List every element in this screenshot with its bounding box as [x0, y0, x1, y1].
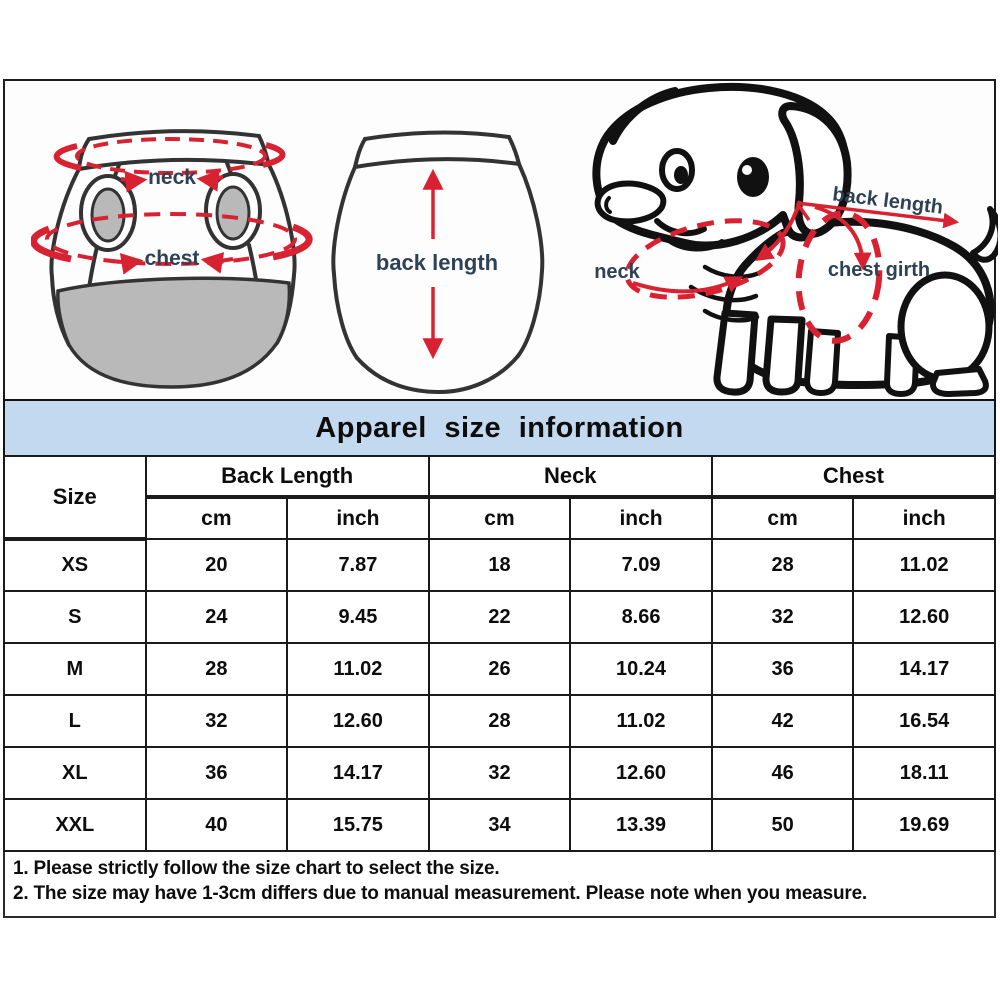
unit-header-back-cm: cm [146, 497, 288, 539]
unit-header-chest-inch: inch [853, 497, 995, 539]
value-cell: 7.09 [570, 539, 712, 591]
garment-front-hem [58, 278, 290, 387]
table-row [4, 747, 995, 799]
table-unit-header-row [4, 497, 995, 539]
value-cell: 26 [429, 643, 571, 695]
value-cell: 11.02 [570, 695, 712, 747]
value-cell: 34 [429, 799, 571, 851]
value-cell: 20 [146, 539, 288, 591]
dog-back-length-label: back length [831, 183, 945, 219]
value-cell: 12.60 [570, 747, 712, 799]
value-cell: 14.17 [853, 643, 995, 695]
table-row [4, 799, 995, 851]
table-row [4, 695, 995, 747]
table-row [4, 643, 995, 695]
size-cell: L [4, 695, 146, 747]
value-cell: 13.39 [570, 799, 712, 851]
value-cell: 16.54 [853, 695, 995, 747]
value-cell: 46 [712, 747, 854, 799]
value-cell: 28 [146, 643, 288, 695]
value-cell: 32 [712, 591, 854, 643]
value-cell: 24 [146, 591, 288, 643]
note-line: 1. Please strictly follow the size chart to select the size. [13, 858, 500, 879]
value-cell: 42 [712, 695, 854, 747]
note-line: 2. The size may have 1-3cm differs due to manual measurement. Please note when you measure. [13, 883, 868, 904]
value-cell: 10.24 [570, 643, 712, 695]
dog-neck-label: neck [594, 261, 640, 283]
value-cell: 9.45 [287, 591, 429, 643]
size-cell: XXL [4, 799, 146, 851]
dog-diagram [557, 81, 998, 399]
value-cell: 11.02 [287, 643, 429, 695]
value-cell: 40 [146, 799, 288, 851]
unit-header-chest-cm: cm [712, 497, 854, 539]
sheet [3, 79, 996, 918]
dog-head [596, 87, 847, 249]
value-cell: 18 [429, 539, 571, 591]
value-cell: 11.02 [853, 539, 995, 591]
column-header-chest: Chest [712, 456, 995, 497]
size-cell: S [4, 591, 146, 643]
table-row [4, 539, 995, 591]
value-cell: 36 [712, 643, 854, 695]
value-cell: 12.60 [287, 695, 429, 747]
value-cell: 28 [429, 695, 571, 747]
title-band [3, 399, 996, 455]
value-cell: 36 [146, 747, 288, 799]
size-cell: M [4, 643, 146, 695]
dog-chest-girth-label: chest girth [827, 259, 931, 281]
unit-header-neck-inch: inch [570, 497, 712, 539]
garment-front-diagram [31, 123, 325, 397]
garment-back-diagram [327, 127, 557, 397]
value-cell: 12.60 [853, 591, 995, 643]
table-group-header-row [4, 456, 995, 497]
value-cell: 7.87 [287, 539, 429, 591]
garment-front-neck-label: neck [148, 166, 196, 189]
value-cell: 18.11 [853, 747, 995, 799]
garment-back-length-label: back length [375, 250, 499, 275]
column-header-back-length: Back Length [146, 456, 429, 497]
size-cell: XS [4, 539, 146, 591]
size-cell: XL [4, 747, 146, 799]
value-cell: 8.66 [570, 591, 712, 643]
table-row [4, 591, 995, 643]
page-title: Apparel size information [315, 411, 684, 444]
unit-header-neck-cm: cm [429, 497, 571, 539]
measurement-diagram-panel [3, 79, 996, 399]
value-cell: 28 [712, 539, 854, 591]
value-cell: 15.75 [287, 799, 429, 851]
value-cell: 14.17 [287, 747, 429, 799]
value-cell: 19.69 [853, 799, 995, 851]
column-header-size: Size [4, 456, 146, 539]
column-header-neck: Neck [429, 456, 712, 497]
value-cell: 32 [146, 695, 288, 747]
value-cell: 32 [429, 747, 571, 799]
value-cell: 22 [429, 591, 571, 643]
value-cell: 50 [712, 799, 854, 851]
garment-front-chest-label: chest [144, 247, 200, 270]
notes-box [3, 852, 996, 918]
unit-header-back-inch: inch [287, 497, 429, 539]
size-table [3, 455, 996, 852]
